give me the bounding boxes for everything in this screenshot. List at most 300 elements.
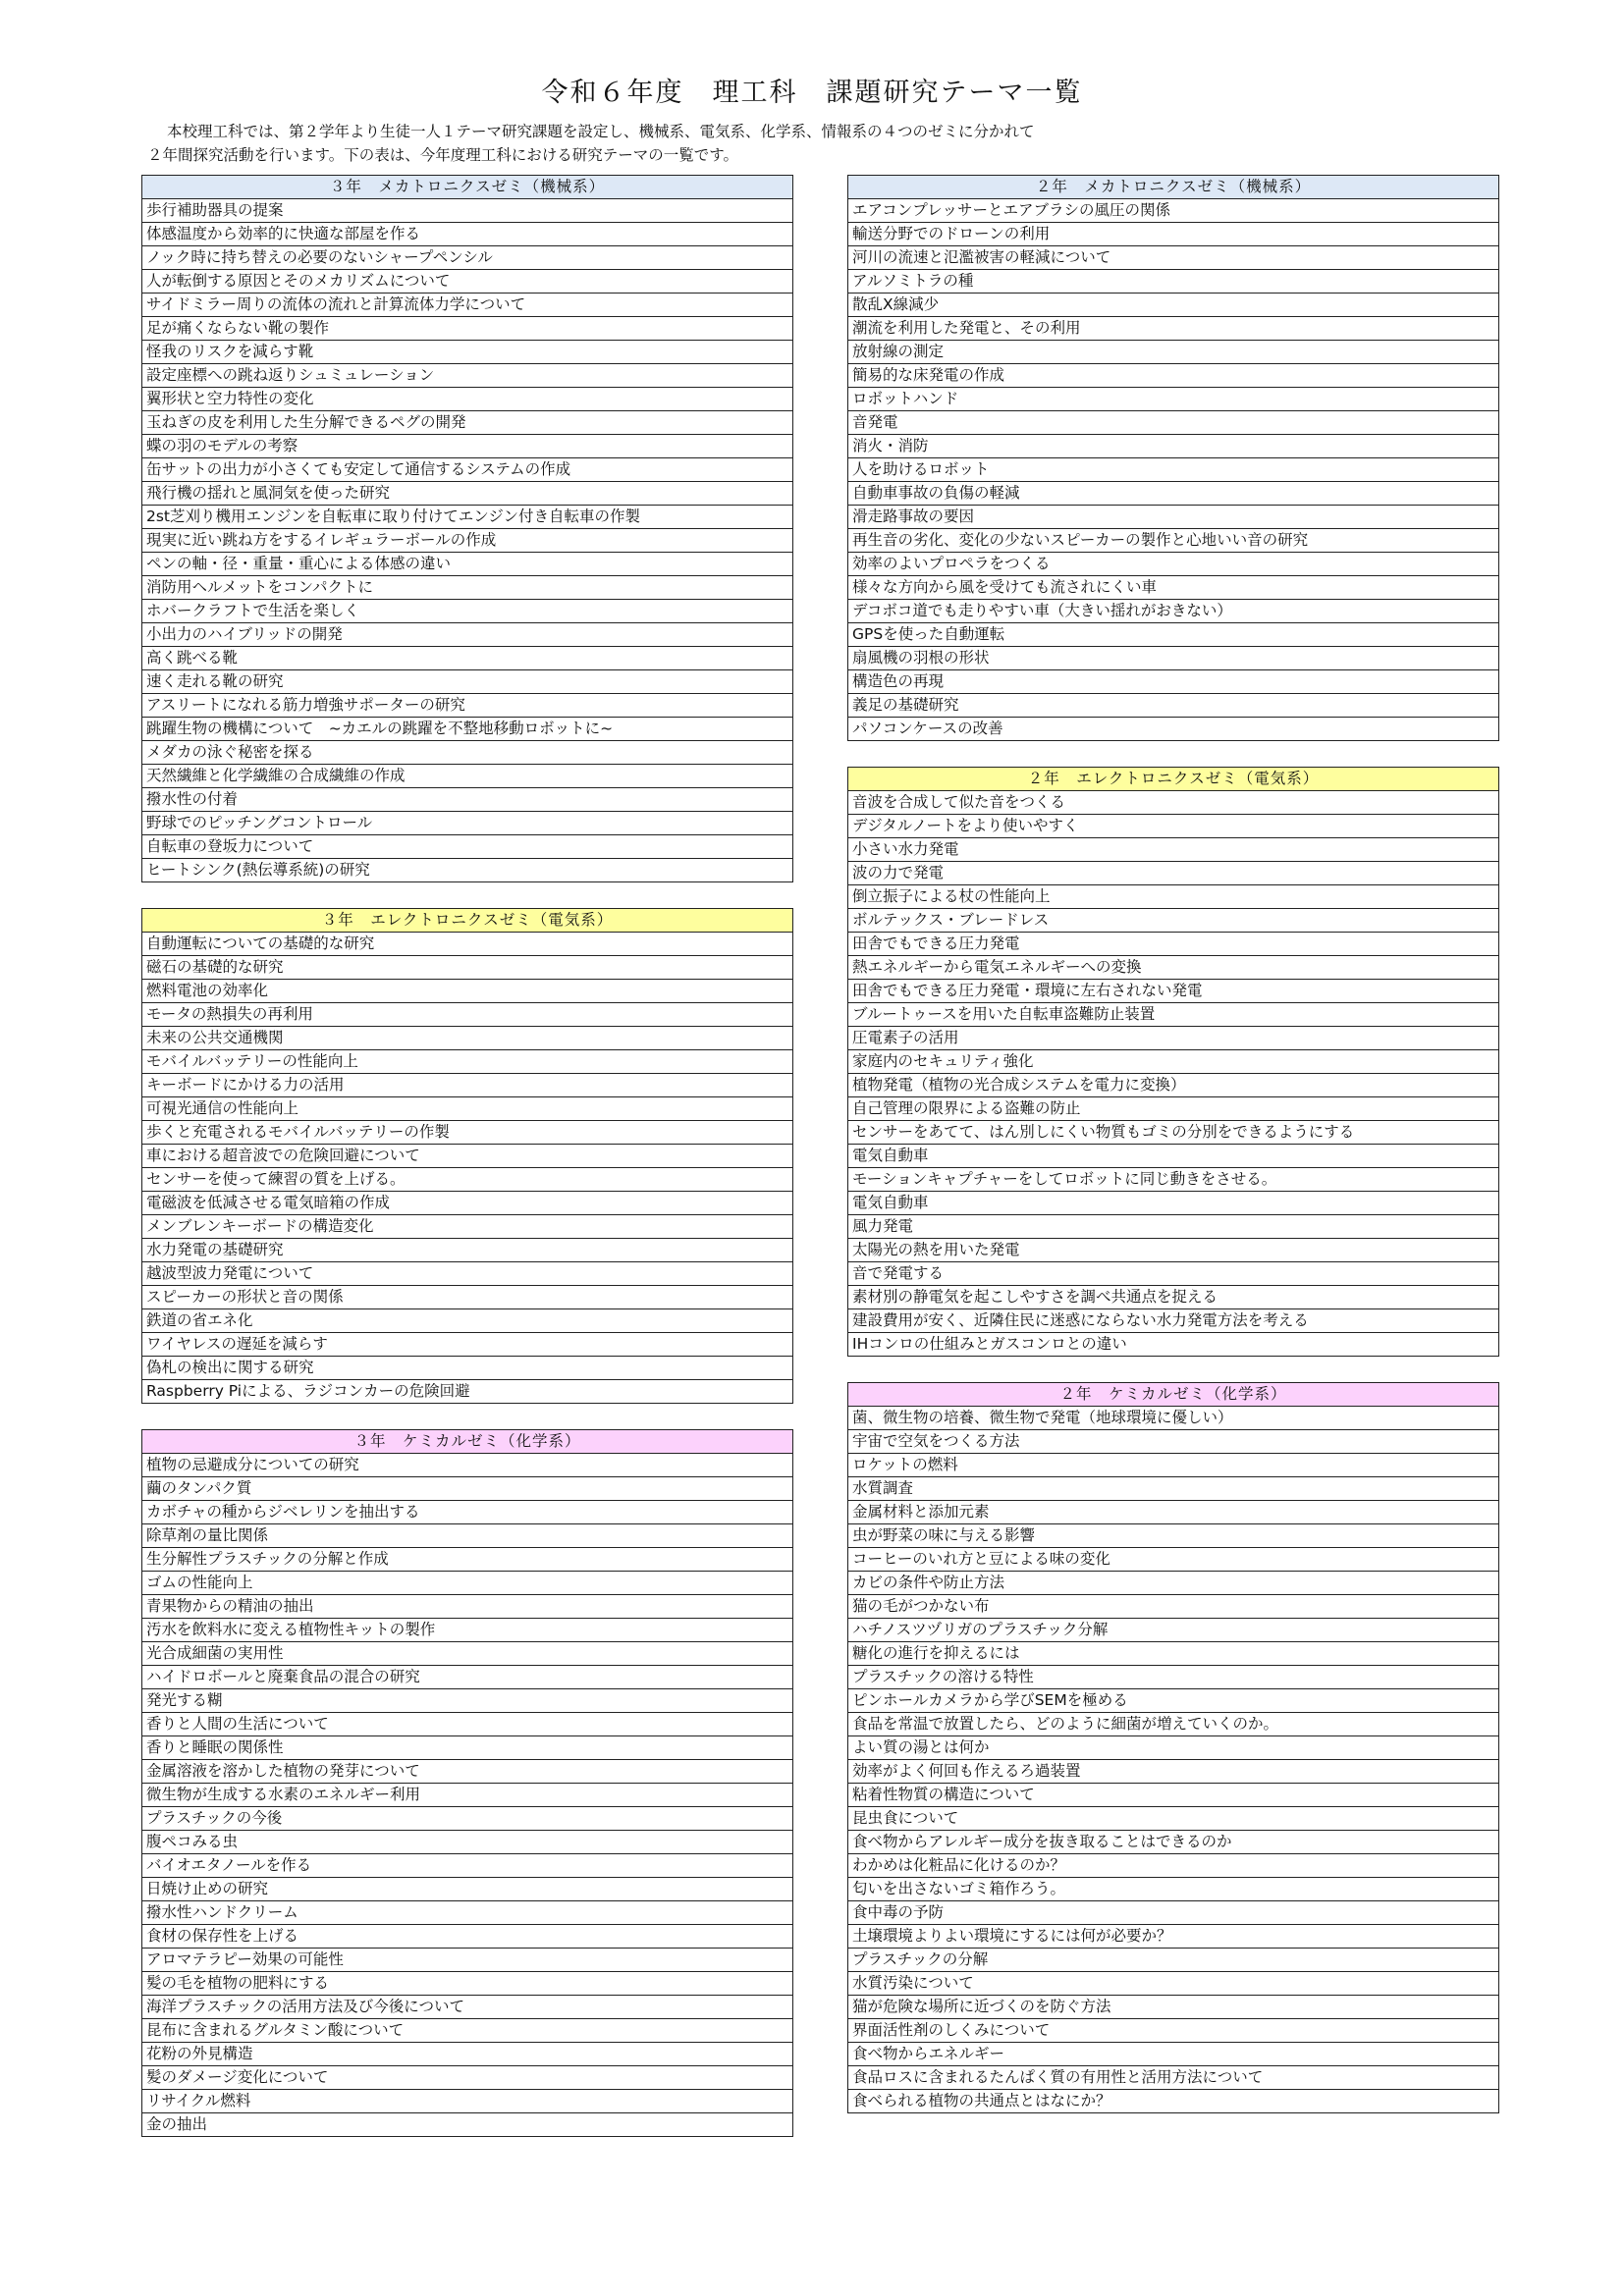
table-row	[142, 1357, 793, 1380]
theme-cell: 太陽光の熱を用いた発電	[848, 1239, 1499, 1262]
table-row	[142, 1619, 793, 1642]
right-section-table	[847, 1382, 1499, 2113]
theme-cell: 跳躍生物の機構について ~カエルの跳躍を不整地移動ロボットに~	[142, 718, 793, 741]
theme-cell: 足が痛くならない靴の製作	[142, 317, 793, 341]
table-row	[848, 1430, 1499, 1454]
theme-cell: 輸送分野でのドローンの利用	[848, 223, 1499, 246]
table-row	[142, 647, 793, 670]
theme-cell: アロマテラピー効果の可能性	[142, 1949, 793, 1972]
theme-cell: 界面活性剤のしくみについて	[848, 2019, 1499, 2043]
table-row	[142, 1736, 793, 1760]
table-row	[142, 1380, 793, 1404]
table-row	[848, 694, 1499, 718]
table-row	[848, 529, 1499, 553]
table-row	[142, 835, 793, 859]
table-row	[142, 1309, 793, 1333]
table-row	[848, 317, 1499, 341]
table-row	[142, 980, 793, 1003]
theme-cell: 磁石の基礎的な研究	[142, 956, 793, 980]
theme-cell: モータの熱損失の再利用	[142, 1003, 793, 1027]
table-row	[848, 1027, 1499, 1050]
theme-cell: 潮流を利用した発電と、その利用	[848, 317, 1499, 341]
theme-cell: 日焼け止めの研究	[142, 1878, 793, 1901]
theme-cell: パソコンケースの改善	[848, 718, 1499, 741]
theme-cell: 2st芝刈り機用エンジンを自転車に取り付けてエンジン付き自転車の作製	[142, 506, 793, 529]
theme-cell: 電気自動車	[848, 1192, 1499, 1215]
table-row	[142, 1501, 793, 1524]
section-header: ２年 ケミカルゼミ（化学系）	[848, 1383, 1499, 1407]
table-row	[142, 741, 793, 765]
table-row	[848, 1713, 1499, 1736]
table-row	[142, 364, 793, 388]
table-row	[142, 246, 793, 270]
table-row	[142, 2113, 793, 2137]
theme-cell: 昆虫食について	[848, 1807, 1499, 1831]
table-row	[848, 980, 1499, 1003]
table-row	[142, 223, 793, 246]
theme-cell: センサーを使って練習の質を上げる。	[142, 1168, 793, 1192]
theme-cell: 微生物が生成する水素のエネルギー利用	[142, 1784, 793, 1807]
table-row	[848, 623, 1499, 647]
theme-cell: 再生音の劣化、変化の少ないスピーカーの製作と心地いい音の研究	[848, 529, 1499, 553]
theme-cell: GPSを使った自動運転	[848, 623, 1499, 647]
table-row	[848, 1286, 1499, 1309]
section-gap	[847, 741, 1499, 767]
table-row	[848, 1333, 1499, 1357]
theme-cell: 花粉の外見構造	[142, 2043, 793, 2066]
table-row	[848, 199, 1499, 223]
theme-cell: センサーをあてて、はん別しにくい物質もゴミの分別をできるようにする	[848, 1121, 1499, 1145]
table-row	[848, 246, 1499, 270]
theme-cell: 飛行機の揺れと風洞気を使った研究	[142, 482, 793, 506]
table-row	[848, 1666, 1499, 1689]
theme-cell: 消火・消防	[848, 435, 1499, 458]
theme-cell: 昆布に含まれるグルタミン酸について	[142, 2019, 793, 2043]
theme-cell: 宇宙で空気をつくる方法	[848, 1430, 1499, 1454]
theme-cell: ホバークラフトで生活を楽しく	[142, 600, 793, 623]
theme-cell: ロケットの燃料	[848, 1454, 1499, 1477]
theme-cell: プラスチックの分解	[848, 1949, 1499, 1972]
table-row	[142, 1097, 793, 1121]
table-row	[142, 388, 793, 411]
table-row	[142, 788, 793, 812]
table-row	[848, 1168, 1499, 1192]
theme-cell: エアコンプレッサーとエアブラシの風圧の関係	[848, 199, 1499, 223]
theme-cell: 音で発電する	[848, 1262, 1499, 1286]
table-row	[848, 838, 1499, 862]
theme-cell: 繭のタンパク質	[142, 1477, 793, 1501]
table-row	[848, 506, 1499, 529]
theme-cell: 設定座標への跳ね返りシュミュレーション	[142, 364, 793, 388]
table-row	[142, 529, 793, 553]
section-header: ２年 エレクトロニクスゼミ（電気系）	[848, 768, 1499, 791]
table-row	[142, 317, 793, 341]
theme-cell: ピンホールカメラから学びSEMを極める	[848, 1689, 1499, 1713]
theme-cell: 食中毒の予防	[848, 1901, 1499, 1925]
theme-cell: 体感温度から効率的に快適な部屋を作る	[142, 223, 793, 246]
left-section-table	[141, 175, 793, 882]
theme-cell: 香りと睡眠の関係性	[142, 1736, 793, 1760]
table-row	[848, 1949, 1499, 1972]
theme-cell: 水質調査	[848, 1477, 1499, 1501]
table-row	[142, 435, 793, 458]
theme-cell: 食べ物からエネルギー	[848, 2043, 1499, 2066]
theme-cell: ロボットハンド	[848, 388, 1499, 411]
section-gap	[847, 1357, 1499, 1382]
theme-cell: わかめは化粧品に化けるのか？	[848, 1854, 1499, 1878]
theme-cell: 家庭内のセキュリティ強化	[848, 1050, 1499, 1074]
table-row	[142, 1003, 793, 1027]
theme-cell: 金の抽出	[142, 2113, 793, 2137]
table-row	[848, 1501, 1499, 1524]
theme-cell: 音発電	[848, 411, 1499, 435]
table-row	[142, 1074, 793, 1097]
theme-cell: 自動運転についての基礎的な研究	[142, 933, 793, 956]
theme-cell: デジタルノートをより使いやすく	[848, 815, 1499, 838]
theme-cell: 蝶の羽のモデルの考察	[142, 435, 793, 458]
theme-cell: プラスチックの今後	[142, 1807, 793, 1831]
table-row	[848, 576, 1499, 600]
table-row	[848, 1407, 1499, 1430]
table-row	[848, 1003, 1499, 1027]
table-row	[848, 364, 1499, 388]
theme-cell: プラスチックの溶ける特性	[848, 1666, 1499, 1689]
table-row	[142, 859, 793, 882]
table-row	[848, 791, 1499, 815]
table-row	[848, 341, 1499, 364]
table-row	[848, 1548, 1499, 1572]
table-row	[142, 1878, 793, 1901]
table-row	[142, 553, 793, 576]
table-row	[142, 718, 793, 741]
table-row	[142, 1168, 793, 1192]
theme-cell: 小出力のハイブリッドの開発	[142, 623, 793, 647]
theme-cell: デコボコ道でも走りやすい車（大きい揺れがおきない）	[848, 600, 1499, 623]
theme-cell: モバイルバッテリーの性能向上	[142, 1050, 793, 1074]
theme-cell: 水質汚染について	[848, 1972, 1499, 1996]
table-row	[142, 1548, 793, 1572]
theme-cell: 滑走路事故の要因	[848, 506, 1499, 529]
table-row	[848, 815, 1499, 838]
table-row	[848, 1050, 1499, 1074]
table-row	[142, 1713, 793, 1736]
theme-cell: 可視光通信の性能向上	[142, 1097, 793, 1121]
theme-cell: 光合成細菌の実用性	[142, 1642, 793, 1666]
table-row	[142, 270, 793, 294]
table-row	[848, 223, 1499, 246]
page-title: 令和６年度 理工科 課題研究テーマ一覧	[541, 78, 1083, 108]
table-row	[848, 411, 1499, 435]
table-row	[142, 1145, 793, 1168]
theme-cell: 圧電素子の活用	[848, 1027, 1499, 1050]
theme-cell: 偽札の検出に関する研究	[142, 1357, 793, 1380]
table-row	[142, 600, 793, 623]
theme-cell: メンブレンキーボードの構造変化	[142, 1215, 793, 1239]
theme-cell: 燃料電池の効率化	[142, 980, 793, 1003]
table-row	[848, 458, 1499, 482]
table-row	[142, 1454, 793, 1477]
theme-cell: 歩くと充電されるモバイルバッテリーの作製	[142, 1121, 793, 1145]
theme-cell: カボチャの種からジベレリンを抽出する	[142, 1501, 793, 1524]
section-header: ２年 メカトロニクスゼミ（機械系）	[848, 176, 1499, 199]
table-row	[142, 623, 793, 647]
table-row	[848, 388, 1499, 411]
theme-cell: 電気自動車	[848, 1145, 1499, 1168]
table-row	[142, 1949, 793, 1972]
table-row	[848, 1074, 1499, 1097]
table-row	[142, 1831, 793, 1854]
theme-cell: 河川の流速と氾濫被害の軽減について	[848, 246, 1499, 270]
theme-cell: 倒立振子による杖の性能向上	[848, 885, 1499, 909]
theme-cell: 食品を常温で放置したら、どのように細菌が増えていくのか。	[848, 1713, 1499, 1736]
theme-cell: 簡易的な床発電の作成	[848, 364, 1499, 388]
theme-cell: 構造色の再現	[848, 670, 1499, 694]
intro-line-1: 本校理工科では、第２学年より生徒一人１テーマ研究課題を設定し、機械系、電気系、化学系、情報系の４つのゼミに分かれて	[167, 123, 1035, 140]
table-row	[142, 670, 793, 694]
right-section-table	[847, 175, 1499, 741]
theme-cell: 自己管理の限界による盗難の防止	[848, 1097, 1499, 1121]
theme-cell: 玉ねぎの皮を利用した生分解できるペグの開発	[142, 411, 793, 435]
table-row	[848, 1121, 1499, 1145]
theme-cell: 効率がよく何回も作えるろ過装置	[848, 1760, 1499, 1784]
table-row	[142, 1642, 793, 1666]
table-row	[142, 482, 793, 506]
section-header: ３年 エレクトロニクスゼミ（電気系）	[142, 909, 793, 933]
theme-cell: 速く走れる靴の研究	[142, 670, 793, 694]
table-row	[848, 1145, 1499, 1168]
theme-cell: 猫の毛がつかない布	[848, 1595, 1499, 1619]
table-row	[848, 1097, 1499, 1121]
table-row	[142, 1215, 793, 1239]
table-row	[848, 1854, 1499, 1878]
table-row	[142, 1121, 793, 1145]
table-row	[848, 2090, 1499, 2113]
table-row	[848, 294, 1499, 317]
table-row	[142, 341, 793, 364]
table-row	[142, 506, 793, 529]
theme-cell: 土壌環境よりよい環境にするには何が必要か？	[848, 1925, 1499, 1949]
table-row	[848, 1760, 1499, 1784]
theme-cell: アスリートになれる筋力増強サポーターの研究	[142, 694, 793, 718]
table-row	[142, 411, 793, 435]
theme-cell: ペンの軸・径・重量・重心による体感の違い	[142, 553, 793, 576]
theme-cell: 人が転倒する原因とそのメカリズムについて	[142, 270, 793, 294]
theme-cell: ワイヤレスの遅延を減らす	[142, 1333, 793, 1357]
table-row	[142, 1239, 793, 1262]
theme-cell: 水力発電の基礎研究	[142, 1239, 793, 1262]
theme-cell: 高く跳べる靴	[142, 647, 793, 670]
theme-cell: ハチノスツヅリガのプラスチック分解	[848, 1619, 1499, 1642]
table-row	[142, 1595, 793, 1619]
theme-cell: 扇風機の羽根の形状	[848, 647, 1499, 670]
theme-cell: 粘着性物質の構造について	[848, 1784, 1499, 1807]
theme-cell: Raspberry Piによる、ラジコンカーの危険回避	[142, 1380, 793, 1404]
table-row	[848, 2019, 1499, 2043]
theme-cell: 熱エネルギーから電気エネルギーへの変換	[848, 956, 1499, 980]
table-row	[142, 1996, 793, 2019]
theme-cell: 生分解性プラスチックの分解と作成	[142, 1548, 793, 1572]
theme-cell: 素材別の静電気を起こしやすさを調べ共通点を捉える	[848, 1286, 1499, 1309]
table-row	[848, 2043, 1499, 2066]
theme-cell: キーボードにかける力の活用	[142, 1074, 793, 1097]
section-header: ３年 メカトロニクスゼミ（機械系）	[142, 176, 793, 199]
table-row	[848, 862, 1499, 885]
table-row	[848, 1619, 1499, 1642]
table-row	[142, 765, 793, 788]
table-row	[848, 885, 1499, 909]
table-row	[848, 670, 1499, 694]
theme-cell: ハイドロボールと廃棄食品の混合の研究	[142, 1666, 793, 1689]
theme-cell: 風力発電	[848, 1215, 1499, 1239]
theme-cell: 義足の基礎研究	[848, 694, 1499, 718]
table-row	[848, 1831, 1499, 1854]
table-row	[142, 294, 793, 317]
theme-cell: 海洋プラスチックの活用方法及び今後について	[142, 1996, 793, 2019]
theme-cell: 青果物からの精油の抽出	[142, 1595, 793, 1619]
theme-cell: 現実に近い跳ね方をするイレギュラーボールの作成	[142, 529, 793, 553]
theme-cell: 匂いを出さないゴミ箱作ろう。	[848, 1878, 1499, 1901]
table-row	[848, 1454, 1499, 1477]
theme-cell: 消防用ヘルメットをコンパクトに	[142, 576, 793, 600]
table-row	[848, 1689, 1499, 1713]
section-header: ３年 ケミカルゼミ（化学系）	[142, 1430, 793, 1454]
table-row	[848, 1477, 1499, 1501]
theme-cell: 食品ロスに含まれるたんぱく質の有用性と活用方法について	[848, 2066, 1499, 2090]
theme-cell: 髪のダメージ変化について	[142, 2066, 793, 2090]
theme-cell: 波の力で発電	[848, 862, 1499, 885]
theme-cell: ボルテックス・ブレードレス	[848, 909, 1499, 933]
table-row	[142, 1972, 793, 1996]
theme-cell: カビの条件や防止方法	[848, 1572, 1499, 1595]
theme-cell: 様々な方向から風を受けても流されにくい車	[848, 576, 1499, 600]
table-row	[142, 1760, 793, 1784]
theme-cell: 効率のよいプロペラをつくる	[848, 553, 1499, 576]
theme-cell: 怪我のリスクを減らす靴	[142, 341, 793, 364]
table-row	[142, 1192, 793, 1215]
table-row	[142, 2090, 793, 2113]
theme-cell: 金属材料と添加元素	[848, 1501, 1499, 1524]
theme-cell: 食材の保存性を上げる	[142, 1925, 793, 1949]
table-row	[848, 1736, 1499, 1760]
intro-line-2: ２年間探究活動を行います。下の表は、今年度理工科における研究テーマの一覧です。	[147, 146, 739, 164]
theme-cell: スピーカーの形状と音の関係	[142, 1286, 793, 1309]
theme-cell: 除草剤の量比関係	[142, 1524, 793, 1548]
table-row	[848, 909, 1499, 933]
table-row	[848, 1595, 1499, 1619]
theme-cell: ヒートシンク(熱伝導系統)の研究	[142, 859, 793, 882]
table-row	[848, 1215, 1499, 1239]
table-row	[848, 2066, 1499, 2090]
left-section-table	[141, 908, 793, 1404]
table-row	[142, 2043, 793, 2066]
table-row	[848, 1901, 1499, 1925]
theme-cell: 自動車事故の負傷の軽減	[848, 482, 1499, 506]
theme-cell: バイオエタノールを作る	[142, 1854, 793, 1878]
theme-cell: 菌、微生物の培養、微生物で発電（地球環境に優しい）	[848, 1407, 1499, 1430]
theme-cell: 翼形状と空力特性の変化	[142, 388, 793, 411]
table-row	[848, 1642, 1499, 1666]
theme-cell: 野球でのピッチングコントロール	[142, 812, 793, 835]
intro-paragraph	[147, 120, 1502, 167]
table-row	[848, 1996, 1499, 2019]
theme-cell: ブルートゥースを用いた自転車盗難防止装置	[848, 1003, 1499, 1027]
theme-cell: 田舎でもできる圧力発電・環境に左右されない発電	[848, 980, 1499, 1003]
theme-cell: 猫が危険な場所に近づくのを防ぐ方法	[848, 1996, 1499, 2019]
table-row	[848, 482, 1499, 506]
left-section-table	[141, 1429, 793, 2137]
table-row	[142, 1807, 793, 1831]
table-row	[848, 1925, 1499, 1949]
theme-cell: IHコンロの仕組みとガスコンロとの違い	[848, 1333, 1499, 1357]
theme-cell: 食べられる植物の共通点とはなにか？	[848, 2090, 1499, 2113]
theme-cell: 小さい水力発電	[848, 838, 1499, 862]
theme-cell: 糖化の進行を抑えるには	[848, 1642, 1499, 1666]
table-row	[142, 1689, 793, 1713]
theme-cell: 腹ペコみる虫	[142, 1831, 793, 1854]
theme-cell: 未来の公共交通機関	[142, 1027, 793, 1050]
table-row	[142, 1050, 793, 1074]
theme-cell: よい質の湯とは何か	[848, 1736, 1499, 1760]
table-row	[848, 1784, 1499, 1807]
table-row	[142, 694, 793, 718]
table-row	[848, 956, 1499, 980]
theme-cell: 植物の忌避成分についての研究	[142, 1454, 793, 1477]
table-row	[848, 1878, 1499, 1901]
theme-cell: コーヒーのいれ方と豆による味の変化	[848, 1548, 1499, 1572]
table-row	[142, 1784, 793, 1807]
table-row	[142, 576, 793, 600]
theme-cell: アルソミトラの種	[848, 270, 1499, 294]
theme-cell: 植物発電（植物の光合成システムを電力に変換）	[848, 1074, 1499, 1097]
table-row	[142, 956, 793, 980]
table-row	[142, 1854, 793, 1878]
theme-cell: サイドミラー周りの流体の流れと計算流体力学について	[142, 294, 793, 317]
section-gap	[141, 882, 793, 908]
right-column	[847, 175, 1499, 2113]
theme-cell: ノック時に持ち替えの必要のないシャープペンシル	[142, 246, 793, 270]
theme-cell: 虫が野菜の味に与える影響	[848, 1524, 1499, 1548]
left-column	[141, 175, 793, 2137]
table-row	[848, 1239, 1499, 1262]
theme-cell: 金属溶液を溶かした植物の発芽について	[142, 1760, 793, 1784]
table-row	[848, 647, 1499, 670]
table-row	[142, 2019, 793, 2043]
table-row	[142, 1286, 793, 1309]
table-row	[848, 1309, 1499, 1333]
theme-cell: 建設費用が安く、近隣住民に迷惑にならない水力発電方法を考える	[848, 1309, 1499, 1333]
theme-cell: 人を助けるロボット	[848, 458, 1499, 482]
theme-cell: 髪の毛を植物の肥料にする	[142, 1972, 793, 1996]
theme-cell: ゴムの性能向上	[142, 1572, 793, 1595]
theme-cell: 香りと人間の生活について	[142, 1713, 793, 1736]
theme-cell: 田舎でもできる圧力発電	[848, 933, 1499, 956]
table-row	[142, 1666, 793, 1689]
theme-cell: 自転車の登坂力について	[142, 835, 793, 859]
theme-cell: モーションキャプチャーをしてロボットに同じ動きをさせる。	[848, 1168, 1499, 1192]
table-row	[848, 718, 1499, 741]
theme-cell: 撥水性の付着	[142, 788, 793, 812]
table-row	[848, 600, 1499, 623]
theme-cell: 缶サットの出力が小さくても安定して通信するシステムの作成	[142, 458, 793, 482]
theme-cell: メダカの泳ぐ秘密を探る	[142, 741, 793, 765]
theme-cell: 越波型波力発電について	[142, 1262, 793, 1286]
theme-cell: 車における超音波での危険回避について	[142, 1145, 793, 1168]
table-row	[848, 1572, 1499, 1595]
table-row	[142, 1901, 793, 1925]
theme-cell: 発光する糊	[142, 1689, 793, 1713]
right-section-table	[847, 767, 1499, 1357]
table-row	[848, 270, 1499, 294]
